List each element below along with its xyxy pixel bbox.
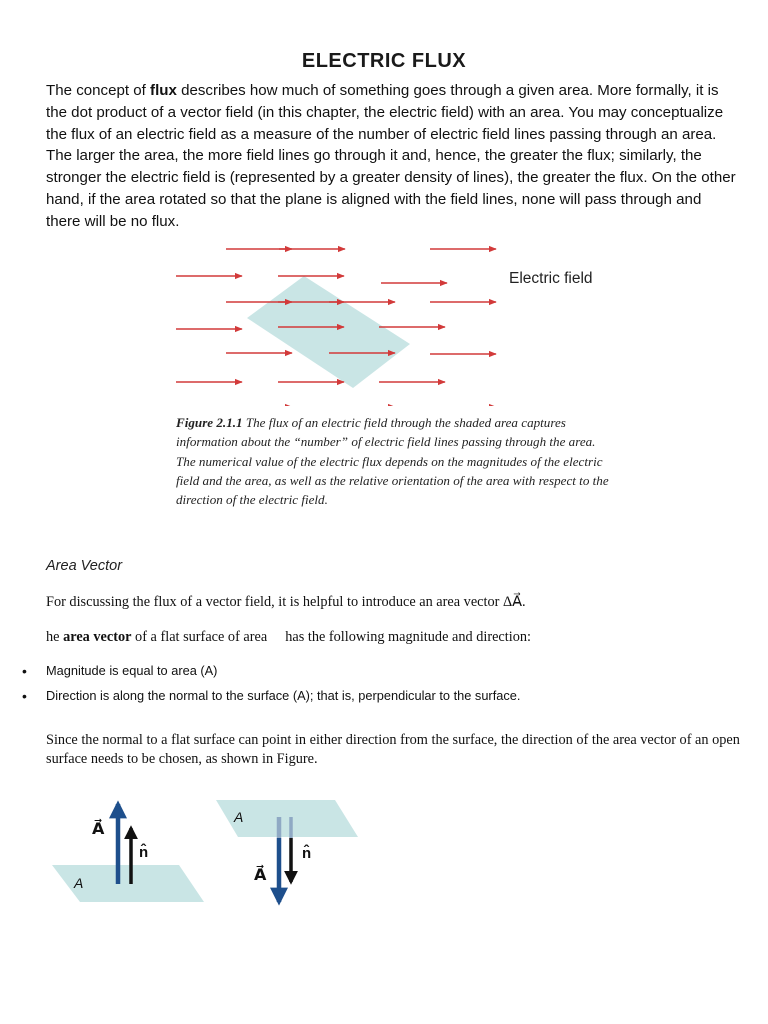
- electric-field-label: Electric field: [509, 270, 593, 287]
- area-vector-intro: For discussing the flux of a vector field, it is helpful to introduce an area vector ΔA⃗.: [46, 594, 526, 610]
- list-item-text: Magnitude is equal to area (A): [46, 663, 218, 678]
- area-vector-definition: [46, 629, 746, 646]
- list-item-text: Direction is along the normal to the surface (A); that is, perpendicular to the surface.: [46, 688, 521, 703]
- shaded-area: [247, 276, 410, 388]
- p2-mid: of a flat surface of area: [131, 629, 268, 645]
- properties-list: [0, 662, 768, 712]
- area-vector-label: A⃗: [92, 821, 105, 838]
- normal-direction-paragraph: Since the normal to a flat surface can point in either direction from the surface, the direction of the area vector of an open surface needs to be chosen, as shown in Figure.: [46, 732, 740, 767]
- page-title: ELECTRIC FLUX: [301, 50, 467, 72]
- area-vector-label: A⃗: [254, 867, 267, 884]
- p2-bold: area vector: [63, 629, 132, 645]
- normal-label: n̂: [139, 844, 149, 861]
- area-vector-heading: Area Vector: [46, 558, 123, 574]
- list-item: [0, 662, 768, 687]
- intro-post: describes how much of something goes through a given area. More formally, it is the dot product of a vector field (in this chapter, the electric field) with an area. You may conceptualize the flux of an electric field as a measure of the number of electric field lines passing through an area. The larger the area, the more field lines go through it and, hence, the greater the flux; similarly, the stronger the electric field is (represented by a greater density of lines), the greater the flux. On the other hand, if the area rotated so that the plane is aligned with the field lines, none will pass through and there will be no flux.: [46, 82, 736, 230]
- bullet-icon: •: [22, 663, 27, 679]
- caption-text: The flux of an electric field through the shaded area captures information about the “number” of electric field lines passing through the area. The numerical value of the electric flux depends on the magnitudes of the electric field and the area, as well as the relative orientation of the area with respect to the direction of the electric field.: [176, 415, 609, 508]
- electric-field-figure: [160, 236, 620, 406]
- area-label: A: [74, 875, 84, 891]
- area-label: A: [234, 809, 244, 825]
- field-lines: [176, 249, 496, 406]
- outward-normal-diagram: [52, 804, 204, 902]
- p2-post: has the following magnitude and direction:: [285, 629, 531, 645]
- bullet-icon: •: [22, 688, 27, 704]
- normal-label: n̂: [302, 845, 312, 862]
- area-vector-figure: [40, 792, 380, 912]
- inward-normal-diagram: [216, 800, 358, 902]
- intro-bold-flux: flux: [150, 82, 177, 99]
- list-item: [0, 687, 768, 712]
- p2-pre: he: [46, 629, 64, 645]
- intro-paragraph: [46, 80, 736, 233]
- intro-pre: The concept of: [46, 82, 151, 99]
- caption-label: Figure 2.1.1: [176, 415, 243, 430]
- figure-caption: [176, 413, 616, 509]
